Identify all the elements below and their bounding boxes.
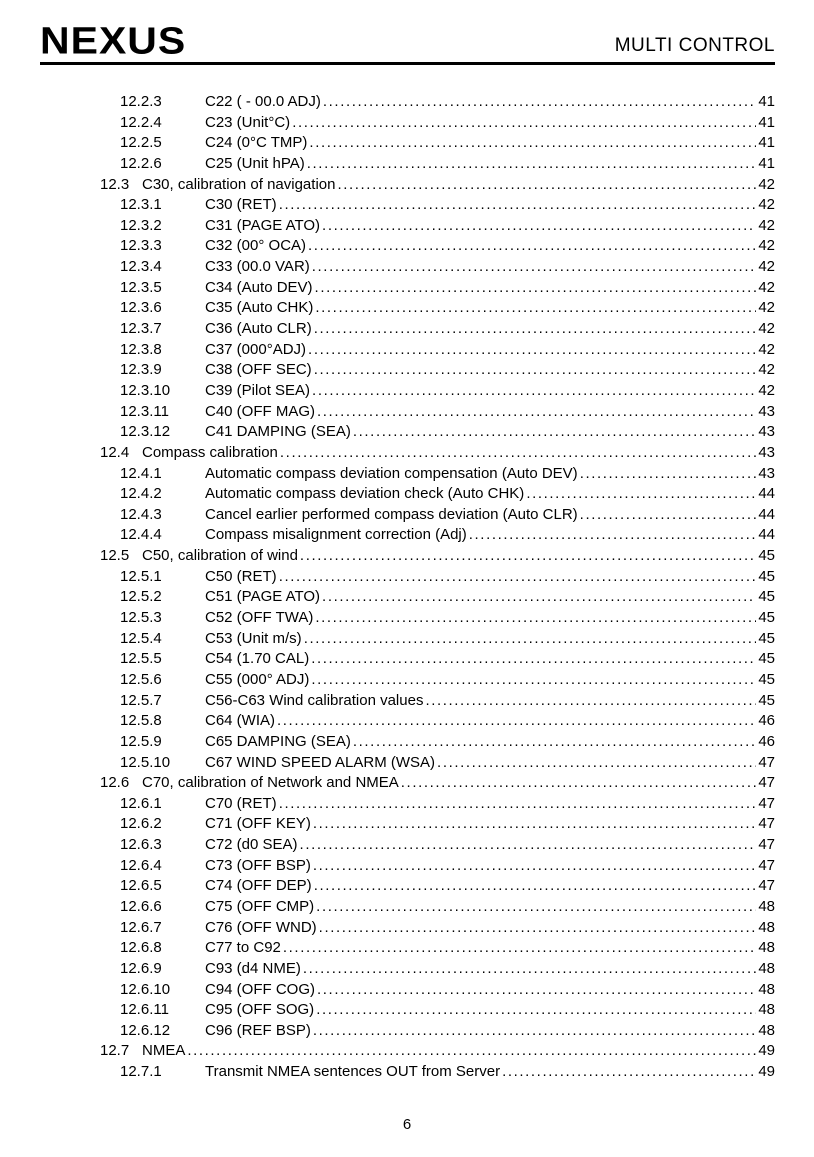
- toc-entry-page: 42: [758, 175, 775, 193]
- toc-leader-dots: [314, 877, 757, 894]
- toc-leader-dots: [300, 547, 756, 564]
- toc-entry: [0, 485, 775, 506]
- toc-entry-number: 12.7: [100, 1042, 130, 1060]
- toc-entry-title: C74 (OFF DEP): [205, 877, 312, 895]
- toc-entry-title: C70, calibration of Network and NMEA: [142, 774, 399, 792]
- toc-entry-title: C72 (d0 SEA): [205, 836, 298, 854]
- toc-entry: [0, 981, 775, 1002]
- toc-leader-dots: [277, 712, 756, 729]
- toc-entry: [0, 237, 775, 258]
- toc-entry: [0, 754, 775, 775]
- toc-entry: [0, 526, 775, 547]
- toc-leader-dots: [319, 919, 757, 936]
- toc-entry-number: 12.3.7: [120, 320, 162, 338]
- toc-entry: [0, 114, 775, 135]
- toc-leader-dots: [308, 341, 756, 358]
- toc-entry: [0, 320, 775, 341]
- toc-leader-dots: [312, 258, 757, 275]
- toc-entry: [0, 857, 775, 878]
- toc-leader-dots: [313, 857, 756, 874]
- toc-entry-number: 12.2.3: [120, 93, 162, 110]
- toc-entry-title: C70 (RET): [205, 794, 277, 812]
- toc-leader-dots: [502, 1063, 756, 1080]
- toc-entry-page: 47: [758, 774, 775, 792]
- toc-entry-page: 44: [758, 505, 775, 523]
- toc-entry-number: 12.5.8: [120, 712, 162, 730]
- toc-entry-title: C31 (PAGE ATO): [205, 216, 321, 234]
- toc-entry-page: 41: [758, 93, 775, 110]
- toc-entry-number: 12.5.4: [120, 629, 162, 647]
- toc-entry-title: Cancel earlier performed compass deviation (Auto CLR): [205, 505, 578, 523]
- toc-entry-number: 12.5.1: [120, 567, 162, 585]
- toc-entry-title: C52 (OFF TWA): [205, 609, 314, 627]
- toc-entry-page: 48: [758, 918, 775, 936]
- toc-leader-dots: [317, 403, 756, 420]
- toc-entry-page: 45: [758, 609, 775, 627]
- toc-entry-page: 42: [758, 196, 775, 214]
- toc-entry-page: 43: [758, 423, 775, 441]
- toc-entry-title: C95 (OFF SOG): [205, 1001, 315, 1019]
- toc-entry-title: C25 (Unit hPA): [205, 154, 305, 172]
- toc-entry-number: 12.2.5: [120, 134, 162, 152]
- toc-entry-page: 48: [758, 959, 775, 977]
- toc-entry-title: C96 (REF BSP): [205, 1021, 311, 1039]
- toc-entry: [0, 877, 775, 898]
- toc-entry-number: 12.6: [100, 774, 130, 792]
- toc-leader-dots: [469, 526, 757, 543]
- toc-entry-title: C53 (Unit m/s): [205, 629, 302, 647]
- toc-entry-page: 46: [758, 732, 775, 750]
- toc-entry-title: C75 (OFF CMP): [205, 897, 315, 915]
- toc-entry: [0, 279, 775, 300]
- toc-entry-title: C24 (0°C TMP): [205, 134, 308, 152]
- toc-entry: [0, 547, 775, 568]
- toc-entry: [0, 795, 775, 816]
- toc-entry: [0, 217, 775, 238]
- toc-entry-title: C55 (000° ADJ): [205, 670, 310, 688]
- toc-entry-title: C41 DAMPING (SEA): [205, 423, 351, 441]
- toc-entry: [0, 919, 775, 940]
- toc-entry: [0, 774, 775, 795]
- toc-entry-number: 12.6.2: [120, 815, 162, 833]
- toc-leader-dots: [580, 506, 757, 523]
- toc-entry-page: 49: [758, 1042, 775, 1060]
- toc-entry-number: 12.3.6: [120, 299, 162, 317]
- toc-leader-dots: [311, 650, 756, 667]
- toc-entry-page: 49: [758, 1063, 775, 1081]
- toc-entry-page: 47: [758, 794, 775, 812]
- toc-leader-dots: [279, 795, 757, 812]
- toc-entry: [0, 960, 775, 981]
- nexus-logo: NEXUS: [40, 19, 187, 62]
- toc-entry-number: 12.5.7: [120, 691, 162, 709]
- toc-entry-number: 12.5.2: [120, 588, 162, 606]
- toc-entry-number: 12.6.5: [120, 877, 162, 895]
- toc-entry-number: 12.4.1: [120, 464, 162, 482]
- toc-entry-number: 12.3.1: [120, 196, 162, 214]
- toc-entry: [0, 650, 775, 671]
- toc-entry-number: 12.3.10: [120, 381, 171, 399]
- toc-entry-number: 12.3.2: [120, 216, 162, 234]
- header-title: MULTI CONTROL: [614, 35, 775, 56]
- toc-entry-number: 12.3.3: [120, 237, 162, 255]
- toc-entry-page: 43: [758, 402, 775, 420]
- toc-leader-dots: [401, 774, 757, 791]
- toc-entry-title: C93 (d4 NME): [205, 959, 301, 977]
- toc-entry-title: C50 (RET): [205, 567, 277, 585]
- toc-entry-title: C23 (Unit°C): [205, 113, 291, 131]
- toc-entry-title: C36 (Auto CLR): [205, 320, 312, 338]
- toc-entry-title: C32 (00° OCA): [205, 237, 307, 255]
- toc-entry: [0, 465, 775, 486]
- toc-entry-page: 45: [758, 547, 775, 565]
- toc-entry-title: Automatic compass deviation compensation (Auto DEV): [205, 464, 578, 482]
- toc-entry-page: 44: [758, 485, 775, 503]
- toc-entry-title: C76 (OFF WND): [205, 918, 317, 936]
- toc-entry: [0, 382, 775, 403]
- toc-entry-title: C94 (OFF COG): [205, 980, 316, 998]
- toc-leader-dots: [279, 568, 757, 585]
- toc-entry: [0, 671, 775, 692]
- toc-leader-dots: [316, 898, 756, 915]
- toc-entry-title: C37 (000°ADJ): [205, 340, 307, 358]
- toc-leader-dots: [187, 1042, 756, 1059]
- toc-leader-dots: [322, 588, 756, 605]
- toc-entry-page: 45: [758, 691, 775, 709]
- toc-entry: [0, 299, 775, 320]
- toc-entry-page: 48: [758, 980, 775, 998]
- toc-entry-page: 42: [758, 361, 775, 379]
- toc-entry-number: 12.5.9: [120, 732, 162, 750]
- toc-entry-title: C54 (1.70 CAL): [205, 650, 310, 668]
- toc-entry-title: C51 (PAGE ATO): [205, 588, 321, 606]
- toc-entry-number: 12.3.5: [120, 278, 162, 296]
- toc-entry-number: 12.3.8: [120, 340, 162, 358]
- toc-entry-page: 45: [758, 588, 775, 606]
- toc-entry: [0, 196, 775, 217]
- toc-entry-number: 12.4: [100, 443, 130, 461]
- toc-entry-title: C38 (OFF SEC): [205, 361, 312, 379]
- toc-entry-page: 47: [758, 836, 775, 854]
- toc-entry-page: 43: [758, 464, 775, 482]
- toc-entry-page: 43: [758, 443, 775, 461]
- table-of-contents: [0, 93, 775, 1084]
- toc-entry-number: 12.4.4: [120, 526, 162, 544]
- toc-leader-dots: [315, 299, 756, 316]
- toc-leader-dots: [300, 836, 757, 853]
- toc-entry: [0, 815, 775, 836]
- toc-leader-dots: [313, 1022, 756, 1039]
- toc-entry-page: 48: [758, 939, 775, 957]
- toc-entry-number: 12.3.12: [120, 423, 171, 441]
- toc-entry: [0, 444, 775, 465]
- toc-entry-number: 12.6.11: [120, 1001, 169, 1019]
- page-footer: [0, 1116, 814, 1133]
- page-number: 6: [402, 1116, 412, 1133]
- toc-leader-dots: [303, 960, 756, 977]
- toc-leader-dots: [437, 754, 756, 771]
- toc-entry: [0, 176, 775, 197]
- toc-leader-dots: [308, 237, 756, 254]
- toc-entry-page: 48: [758, 897, 775, 915]
- toc-entry: [0, 692, 775, 713]
- toc-leader-dots: [280, 444, 756, 461]
- toc-entry-page: 41: [758, 154, 775, 172]
- toc-leader-dots: [304, 630, 757, 647]
- toc-leader-dots: [311, 671, 756, 688]
- toc-entry-page: 42: [758, 237, 775, 255]
- toc-entry-title: C40 (OFF MAG): [205, 402, 316, 420]
- toc-entry-page: 42: [758, 381, 775, 399]
- toc-leader-dots: [315, 279, 757, 296]
- toc-entry: [0, 93, 775, 114]
- toc-entry-number: 12.6.1: [120, 794, 162, 812]
- toc-entry-page: 48: [758, 1001, 775, 1019]
- toc-entry-number: 12.3.11: [120, 402, 169, 420]
- toc-entry: [0, 939, 775, 960]
- toc-entry-page: 42: [758, 340, 775, 358]
- toc-entry: [0, 609, 775, 630]
- toc-entry: [0, 630, 775, 651]
- toc-entry: [0, 506, 775, 527]
- toc-entry-title: Compass misalignment correction (Adj): [205, 526, 467, 544]
- toc-leader-dots: [353, 733, 756, 750]
- toc-leader-dots: [526, 485, 756, 502]
- toc-leader-dots: [317, 981, 756, 998]
- toc-entry-number: 12.7.1: [120, 1063, 162, 1081]
- toc-entry-number: 12.5.5: [120, 650, 162, 668]
- toc-leader-dots: [312, 382, 756, 399]
- toc-entry: [0, 1063, 775, 1084]
- toc-leader-dots: [337, 176, 756, 193]
- toc-entry-title: C33 (00.0 VAR): [205, 258, 310, 276]
- toc-entry: [0, 134, 775, 155]
- toc-leader-dots: [425, 692, 756, 709]
- toc-entry-page: 48: [758, 1021, 775, 1039]
- toc-entry-title: C77 to C92: [205, 939, 281, 957]
- toc-entry-page: 47: [758, 877, 775, 895]
- toc-entry-number: 12.6.12: [120, 1021, 171, 1039]
- toc-entry-title: C56-C63 Wind calibration values: [205, 691, 424, 709]
- toc-leader-dots: [322, 217, 756, 234]
- toc-leader-dots: [323, 93, 756, 110]
- toc-entry-number: 12.2.4: [120, 113, 162, 131]
- toc-entry: [0, 712, 775, 733]
- toc-entry-title: C22 ( - 00.0 ADJ): [205, 93, 321, 110]
- toc-entry: [0, 1042, 775, 1063]
- toc-entry: [0, 588, 775, 609]
- toc-entry-number: 12.5.6: [120, 670, 162, 688]
- toc-entry-number: 12.2.6: [120, 154, 162, 172]
- toc-entry: [0, 836, 775, 857]
- toc-leader-dots: [316, 1001, 756, 1018]
- page-header: [40, 20, 775, 60]
- toc-entry-title: C30, calibration of navigation: [142, 175, 336, 193]
- toc-entry-page: 47: [758, 856, 775, 874]
- toc-entry-title: NMEA: [142, 1042, 186, 1060]
- toc-entry-number: 12.4.3: [120, 505, 162, 523]
- toc-entry-number: 12.5.10: [120, 753, 171, 771]
- toc-entry-page: 42: [758, 216, 775, 234]
- toc-entry: [0, 361, 775, 382]
- toc-entry-number: 12.3.4: [120, 258, 162, 276]
- toc-entry-page: 42: [758, 278, 775, 296]
- toc-entry-page: 41: [758, 113, 775, 131]
- toc-entry-title: C71 (OFF KEY): [205, 815, 311, 833]
- toc-entry-title: C39 (Pilot SEA): [205, 381, 311, 399]
- toc-entry-page: 45: [758, 650, 775, 668]
- toc-leader-dots: [353, 423, 756, 440]
- toc-entry-number: 12.6.6: [120, 897, 162, 915]
- toc-entry-title: C30 (RET): [205, 196, 277, 214]
- toc-entry-number: 12.6.10: [120, 980, 171, 998]
- toc-entry-title: C65 DAMPING (SEA): [205, 732, 351, 750]
- toc-entry-page: 44: [758, 526, 775, 544]
- toc-entry-number: 12.6.4: [120, 856, 162, 874]
- toc-entry: [0, 403, 775, 424]
- toc-entry-page: 42: [758, 299, 775, 317]
- toc-entry-title: C64 (WIA): [205, 712, 276, 730]
- toc-entry-number: 12.5.3: [120, 609, 162, 627]
- toc-entry-page: 41: [758, 134, 775, 152]
- toc-leader-dots: [315, 609, 756, 626]
- toc-leader-dots: [313, 815, 756, 832]
- toc-entry-number: 12.4.2: [120, 485, 162, 503]
- toc-entry: [0, 733, 775, 754]
- toc-entry-title: Compass calibration: [142, 443, 278, 461]
- toc-entry: [0, 423, 775, 444]
- toc-entry-page: 42: [758, 258, 775, 276]
- toc-leader-dots: [307, 155, 757, 172]
- toc-entry-page: 42: [758, 320, 775, 338]
- toc-entry: [0, 1022, 775, 1043]
- toc-leader-dots: [292, 114, 756, 131]
- toc-entry-page: 47: [758, 815, 775, 833]
- toc-entry-page: 47: [758, 753, 775, 771]
- toc-entry-number: 12.5: [100, 547, 130, 565]
- toc-leader-dots: [314, 361, 757, 378]
- toc-entry-page: 46: [758, 712, 775, 730]
- toc-entry-title: C35 (Auto CHK): [205, 299, 314, 317]
- toc-entry: [0, 258, 775, 279]
- toc-entry-title: C67 WIND SPEED ALARM (WSA): [205, 753, 436, 771]
- toc-entry-title: C50, calibration of wind: [142, 547, 298, 565]
- toc-entry-title: Automatic compass deviation check (Auto CHK): [205, 485, 525, 503]
- toc-entry-number: 12.6.8: [120, 939, 162, 957]
- toc-entry: [0, 568, 775, 589]
- toc-leader-dots: [314, 320, 757, 337]
- toc-entry: [0, 898, 775, 919]
- toc-entry-number: 12.6.9: [120, 959, 162, 977]
- toc-entry-number: 12.6.7: [120, 918, 162, 936]
- toc-entry-number: 12.3.9: [120, 361, 162, 379]
- header-rule: [40, 62, 775, 65]
- toc-entry-title: Transmit NMEA sentences OUT from Server: [205, 1063, 501, 1081]
- toc-leader-dots: [283, 939, 756, 956]
- toc-leader-dots: [580, 465, 757, 482]
- toc-entry: [0, 1001, 775, 1022]
- toc-entry-page: 45: [758, 629, 775, 647]
- toc-leader-dots: [279, 196, 757, 213]
- toc-entry: [0, 155, 775, 176]
- toc-entry-page: 45: [758, 670, 775, 688]
- toc-entry: [0, 341, 775, 362]
- toc-leader-dots: [309, 134, 756, 151]
- toc-entry-number: 12.3: [100, 175, 130, 193]
- toc-entry-title: C34 (Auto DEV): [205, 278, 313, 296]
- toc-entry-page: 45: [758, 567, 775, 585]
- toc-entry-number: 12.6.3: [120, 836, 162, 854]
- toc-entry-title: C73 (OFF BSP): [205, 856, 311, 874]
